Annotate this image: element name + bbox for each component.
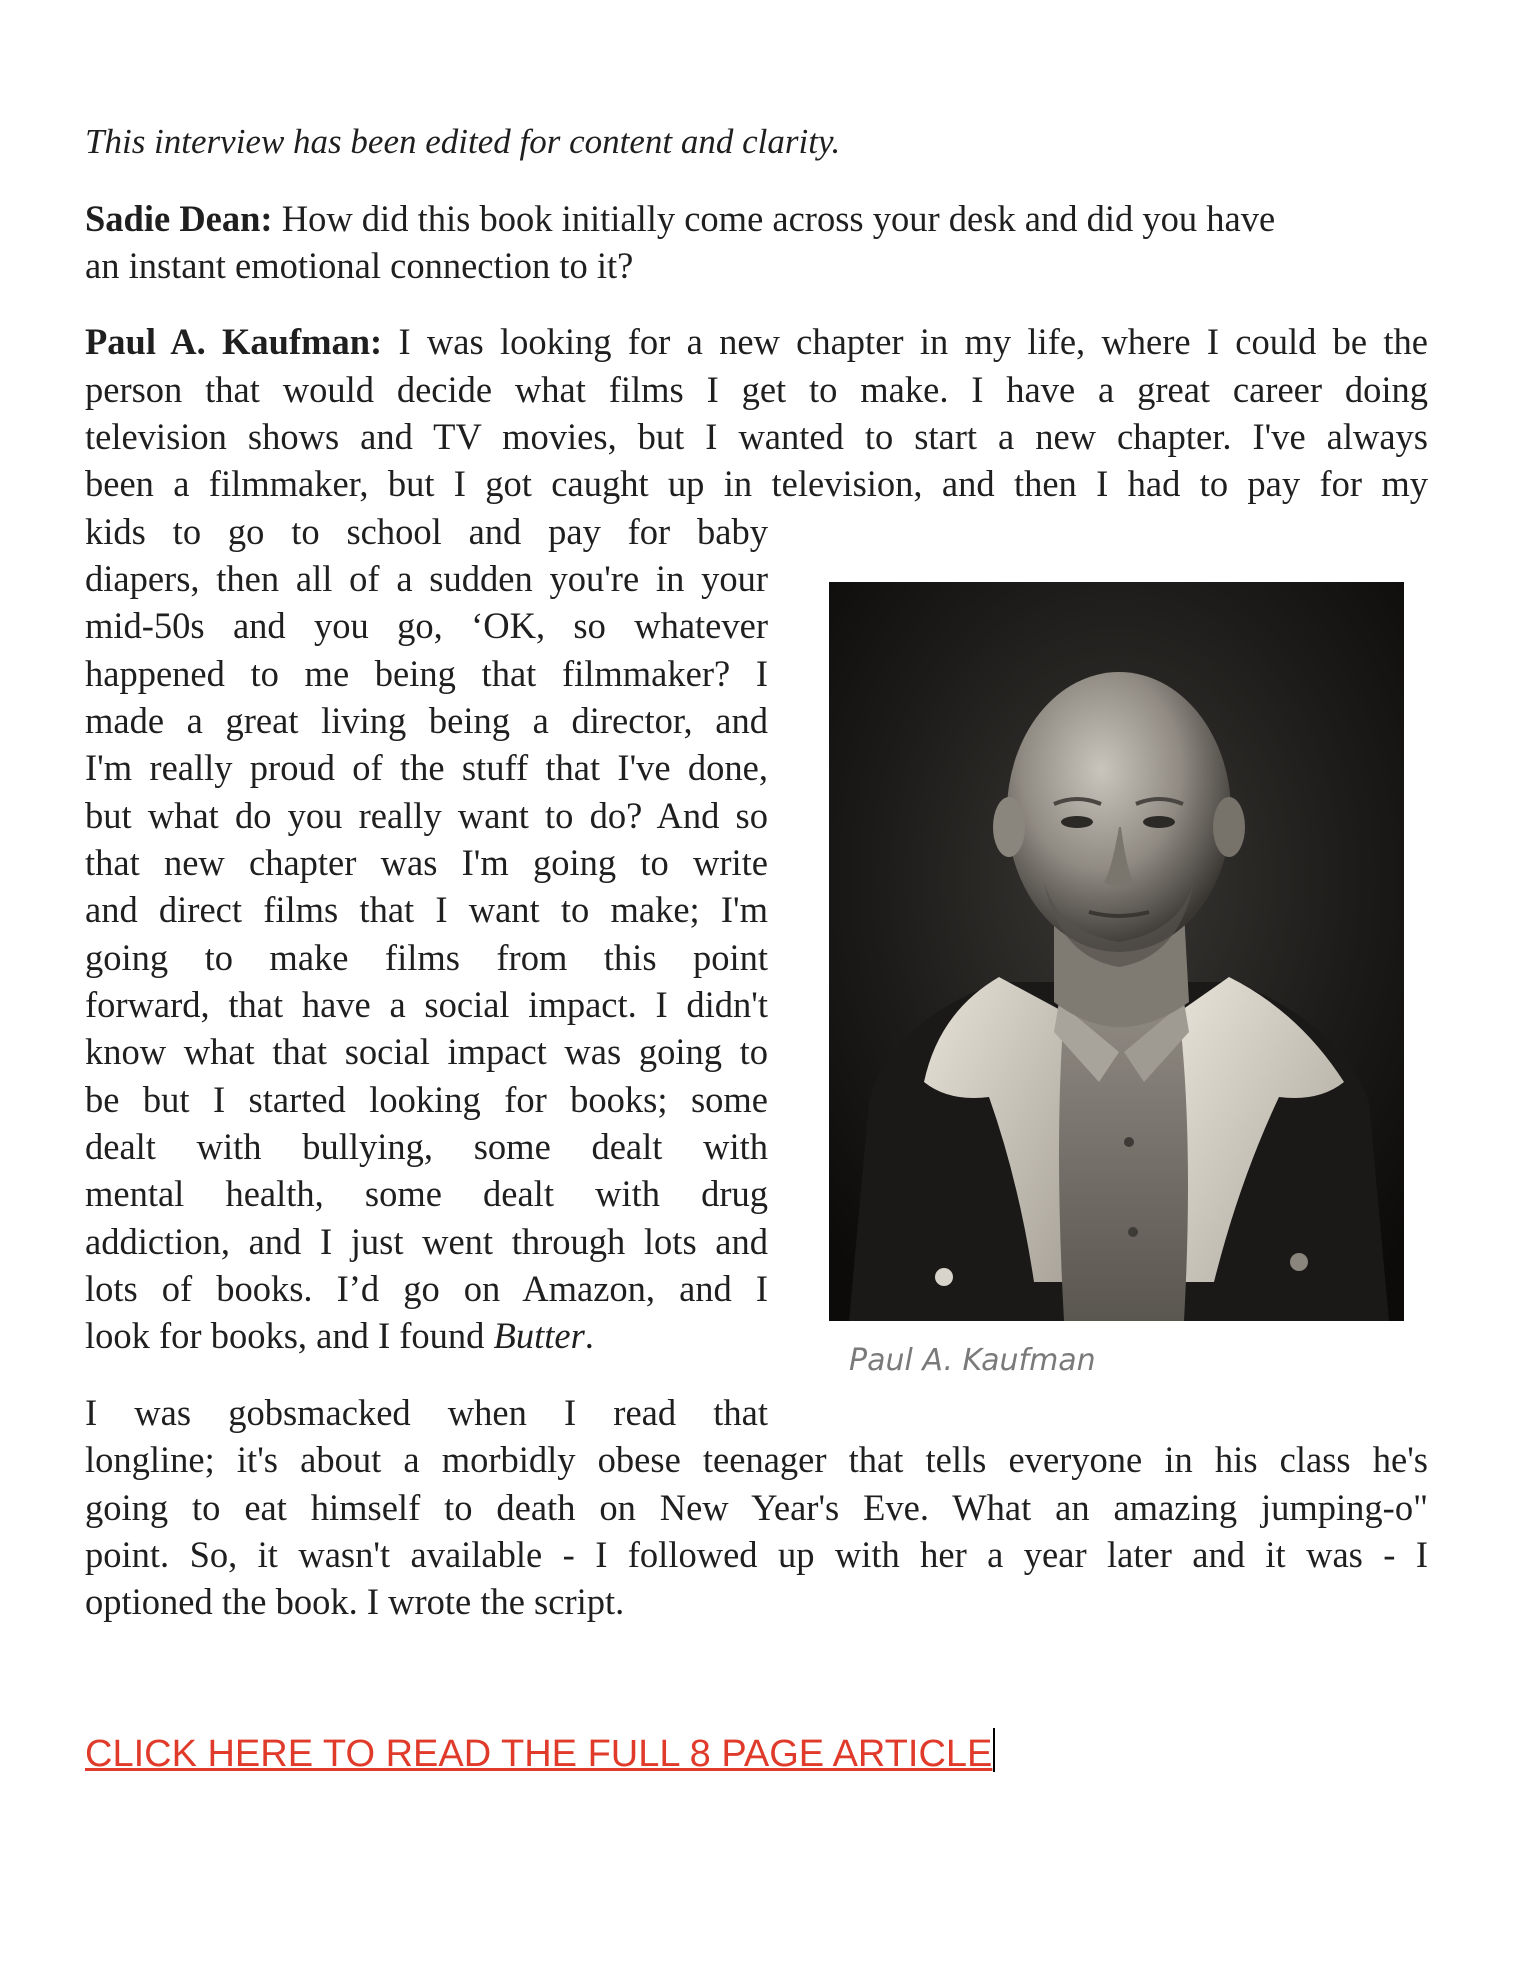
answer-last-line <box>85 1312 594 1359</box>
question-text-1: How did this book initially come across your desk and did you have <box>272 198 1276 239</box>
read-full-article-label[interactable]: CLICK HERE TO READ THE FULL 8 PAGE ARTICLE <box>85 1733 993 1775</box>
question-line-1 <box>85 195 1275 242</box>
answer-wrap-line: I'm really proud of the stuff that I've done, <box>85 747 768 788</box>
portrait-illustration <box>829 582 1404 1321</box>
continuation-line: longline; it's about a morbidly obese teenager that tells everyone in his class he's <box>85 1439 1428 1480</box>
answer-wrap-line: lots of books. I’d go on Amazon, and I <box>85 1268 768 1309</box>
editor-note: This interview has been edited for content and clarity. <box>85 122 841 161</box>
answer-line-2: person that would decide what films I get to make. I have a great career doing <box>85 369 1428 410</box>
continuation-line: going to eat himself to death on New Year's Eve. What an amazing jumping-o" <box>85 1487 1428 1528</box>
answer-last-punct: . <box>584 1315 594 1356</box>
answer-wrap-line: know what that social impact was going to <box>85 1031 768 1072</box>
answer-wrap-line: mental health, some dealt with drug <box>85 1173 768 1214</box>
answer-wrap-line: addiction, and I just went through lots and <box>85 1221 768 1262</box>
question-speaker: Sadie Dean: <box>85 198 273 239</box>
answer-speaker: Paul A. Kaufman: <box>85 321 383 362</box>
answer-wrap-line: and direct films that I want to make; I'm <box>85 889 768 930</box>
question-line-2: an instant emotional connection to it? <box>85 245 634 286</box>
answer-last-text: look for books, and I found <box>85 1315 494 1356</box>
read-full-article-link[interactable] <box>85 1728 995 1778</box>
portrait-photo <box>829 582 1404 1321</box>
answer-wrap-line: going to make films from this point <box>85 937 768 978</box>
answer-wrap-line: be but I started looking for books; some <box>85 1079 768 1120</box>
answer-wrap-line: mid-50s and you go, ‘OK, so whatever <box>85 605 768 646</box>
book-title: Butter <box>493 1315 585 1356</box>
answer-line-4: been a filmmaker, but I got caught up in television, and then I had to pay for my <box>85 463 1428 504</box>
continuation-line: point. So, it wasn't available - I followed up with her a year later and it was - I <box>85 1534 1428 1575</box>
answer-wrap-line: but what do you really want to do? And so <box>85 795 768 836</box>
continuation-wrap-line: I was gobsmacked when I read that <box>85 1392 768 1433</box>
answer-wrap-line: that new chapter was I'm going to write <box>85 842 768 883</box>
answer-text-1: I was looking for a new chapter in my life, where I could be the <box>382 321 1428 362</box>
photo-caption: Paul A. Kaufman <box>849 1343 1096 1378</box>
answer-wrap-line: forward, that have a social impact. I didn't <box>85 984 768 1025</box>
text-cursor <box>993 1728 995 1772</box>
answer-line-1 <box>85 318 1428 365</box>
answer-wrap-line: happened to me being that filmmaker? I <box>85 653 768 694</box>
continuation-last-line: optioned the book. I wrote the script. <box>85 1581 625 1622</box>
answer-wrap-line: diapers, then all of a sudden you're in your <box>85 558 768 599</box>
answer-wrap-line: kids to go to school and pay for baby <box>85 511 768 552</box>
answer-wrap-line: dealt with bullying, some dealt with <box>85 1126 768 1167</box>
answer-line-3: television shows and TV movies, but I wanted to start a new chapter. I've always <box>85 416 1428 457</box>
answer-wrap-line: made a great living being a director, and <box>85 700 768 741</box>
